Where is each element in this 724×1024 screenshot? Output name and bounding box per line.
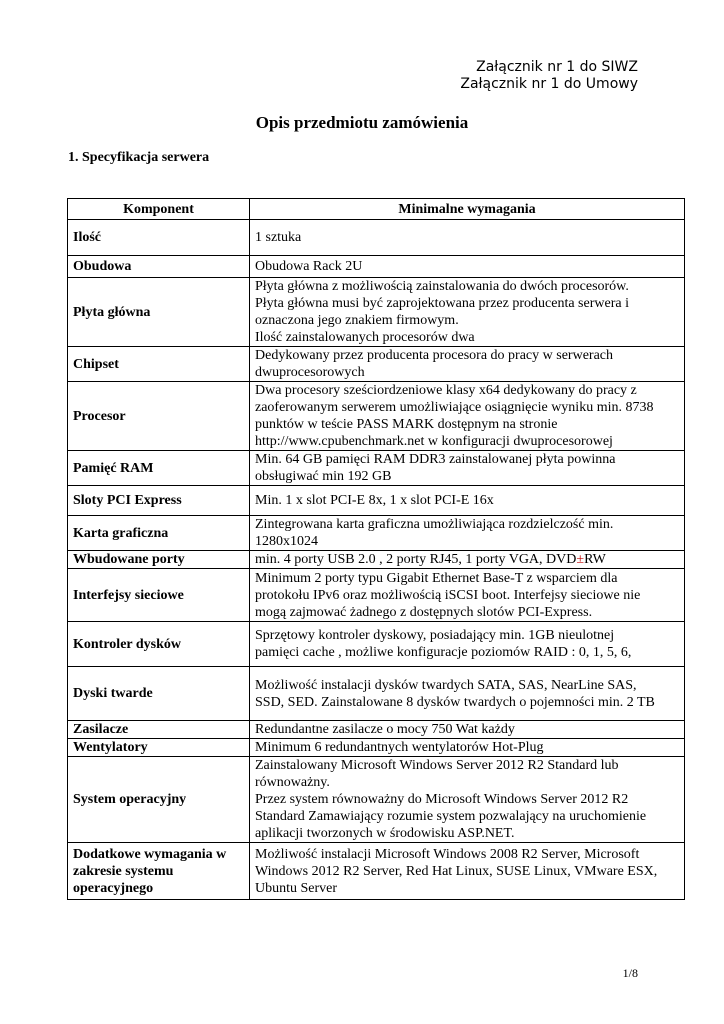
table-row: [68, 739, 685, 757]
row-component: Karta graficzna: [68, 516, 250, 551]
row-requirements: [250, 843, 685, 900]
row-requirements: [250, 757, 685, 843]
table-row: [68, 278, 685, 347]
header-annex-siwz: Załącznik nr 1 do SIWZ: [476, 59, 638, 75]
row-requirements: [250, 551, 685, 569]
table-row: [68, 843, 685, 900]
requirement-line: Windows 2012 R2 Server, Red Hat Linux, SUSE Linux, VMware ESX,: [255, 863, 658, 879]
header-component: Komponent: [68, 199, 250, 220]
requirement-line: Dwa procesory sześciordzeniowe klasy x64 dedykowany do pracy z: [255, 383, 637, 398]
row-requirements: [250, 622, 685, 667]
table-row: [68, 516, 685, 551]
requirement-line: protokołu IPv6 oraz możliwością iSCSI boot. Interfejsy sieciowe nie: [255, 587, 641, 603]
requirement-line-suffix: RW: [584, 552, 606, 567]
row-requirements: [250, 667, 685, 721]
table-row: [68, 721, 685, 739]
row-component: Wentylatory: [68, 739, 250, 757]
section-heading: 1. Specyfikacja serwera: [68, 150, 210, 165]
requirement-line: Płyta główna z możliwością zainstalowania do dwóch procesorów.: [255, 279, 629, 294]
requirement-line: Ubuntu Server: [255, 880, 338, 896]
row-component: Zasilacze: [68, 721, 250, 739]
table-row: [68, 667, 685, 721]
requirement-line: zaoferowanym serwerem umożliwiające osiągnięcie wyniku min. 8738: [255, 400, 654, 415]
header-annex-contract: Załącznik nr 1 do Umowy: [460, 76, 638, 92]
table-row: [68, 551, 685, 569]
row-requirements: [250, 739, 685, 757]
row-requirements: [250, 220, 685, 256]
row-component: System operacyjny: [68, 757, 250, 843]
row-requirements: [250, 486, 685, 516]
table-row: [68, 757, 685, 843]
row-requirements: [250, 278, 685, 347]
spec-table: [67, 198, 685, 900]
requirement-line: Dedykowany przez producenta procesora do pracy w serwerach: [255, 348, 613, 363]
row-component: Płyta główna: [68, 278, 250, 347]
requirement-line: Standard Zamawiający rozumie system pozwalający na uruchomienie: [255, 809, 647, 824]
requirement-line: Minimum 6 redundantnych wentylatorów Hot-Plug: [255, 740, 544, 755]
row-component: Obudowa: [68, 256, 250, 278]
requirement-line: mogą zajmować żadnego z dostępnych slotów PCI-Express.: [255, 604, 593, 620]
row-component: Kontroler dysków: [68, 622, 250, 667]
row-requirements: [250, 516, 685, 551]
table-row: [68, 256, 685, 278]
row-requirements: [250, 569, 685, 622]
requirement-line: http://www.cpubenchmark.net w konfiguracji dwuprocesorowej: [255, 434, 613, 449]
table-row: [68, 569, 685, 622]
requirement-line: oznaczona jego znakiem firmowym.: [255, 313, 459, 328]
document-header: [460, 59, 638, 93]
requirement-line: obsługiwać min 192 GB: [255, 469, 392, 484]
table-row: [68, 622, 685, 667]
requirement-line: Przez system równoważny do Microsoft Windows Server 2012 R2: [255, 792, 629, 807]
requirement-line: Obudowa Rack 2U: [255, 259, 363, 274]
row-component: Pamięć RAM: [68, 451, 250, 486]
table-row: [68, 220, 685, 256]
requirement-line: równoważny.: [255, 775, 330, 790]
table-row: [68, 486, 685, 516]
row-component: Sloty PCI Express: [68, 486, 250, 516]
requirement-line: dwuprocesorowych: [255, 365, 365, 380]
requirement-line: Min. 64 GB pamięci RAM DDR3 zainstalowanej płyta powinna: [255, 452, 616, 467]
requirement-line: pamięci cache , możliwe konfiguracje poziomów RAID : 0, 1, 5, 6,: [255, 645, 632, 660]
table-row: [68, 347, 685, 382]
row-component: Interfejsy sieciowe: [68, 569, 250, 622]
table-header-row: [68, 199, 685, 220]
row-component: [68, 843, 250, 900]
requirement-line: SSD, SED. Zainstalowane 8 dysków twardych o pojemności min. 2 TB: [255, 694, 655, 710]
component-line: Dodatkowe wymagania w: [73, 846, 227, 862]
component-line: zakresie systemu: [73, 863, 174, 879]
requirement-line: Sprzętowy kontroler dyskowy, posiadający min. 1GB nieulotnej: [255, 628, 615, 643]
row-component: Ilość: [68, 220, 250, 256]
row-requirements: [250, 382, 685, 451]
page-number: 1/8: [622, 966, 638, 980]
requirement-line: 1 sztuka: [255, 230, 302, 245]
requirement-line: Min. 1 x slot PCI-E 8x, 1 x slot PCI-E 16x: [255, 493, 494, 508]
requirement-line: Możliwość instalacji Microsoft Windows 2008 R2 Server, Microsoft: [255, 846, 640, 862]
requirement-line: punktów w teście PASS MARK dostępnym na stronie: [255, 417, 558, 432]
plus-minus-symbol: ±: [576, 552, 585, 567]
requirement-line: Zintegrowana karta graficzna umożliwiająca rozdzielczość min.: [255, 517, 614, 532]
row-component: Procesor: [68, 382, 250, 451]
requirement-line: Zainstalowany Microsoft Windows Server 2012 R2 Standard lub: [255, 758, 619, 773]
requirement-line: Minimum 2 porty typu Gigabit Ethernet Base-T z wsparciem dla: [255, 570, 618, 586]
row-requirements: [250, 721, 685, 739]
requirement-line: 1280x1024: [255, 534, 318, 549]
requirement-line: aplikacji tworzonych w środowisku ASP.NET.: [255, 826, 515, 841]
table-row: [68, 382, 685, 451]
requirement-line: Płyta główna musi być zaprojektowana przez producenta serwera i: [255, 296, 629, 311]
table-row: [68, 451, 685, 486]
row-component: Wbudowane porty: [68, 551, 250, 569]
requirement-line: Redundantne zasilacze o mocy 750 Wat każdy: [255, 722, 515, 737]
header-requirements: Minimalne wymagania: [250, 199, 685, 220]
component-line: operacyjnego: [73, 880, 154, 896]
requirement-line: Możliwość instalacji dysków twardych SATA, SAS, NearLine SAS,: [255, 677, 637, 693]
requirement-line: Ilość zainstalowanych procesorów dwa: [255, 330, 475, 345]
row-requirements: [250, 347, 685, 382]
row-component: Chipset: [68, 347, 250, 382]
row-requirements: [250, 256, 685, 278]
row-requirements: [250, 451, 685, 486]
requirement-line: min. 4 porty USB 2.0 , 2 porty RJ45, 1 porty VGA, DVD: [255, 552, 577, 567]
page-title: Opis przedmiotu zamówienia: [255, 113, 469, 132]
row-component: Dyski twarde: [68, 667, 250, 721]
